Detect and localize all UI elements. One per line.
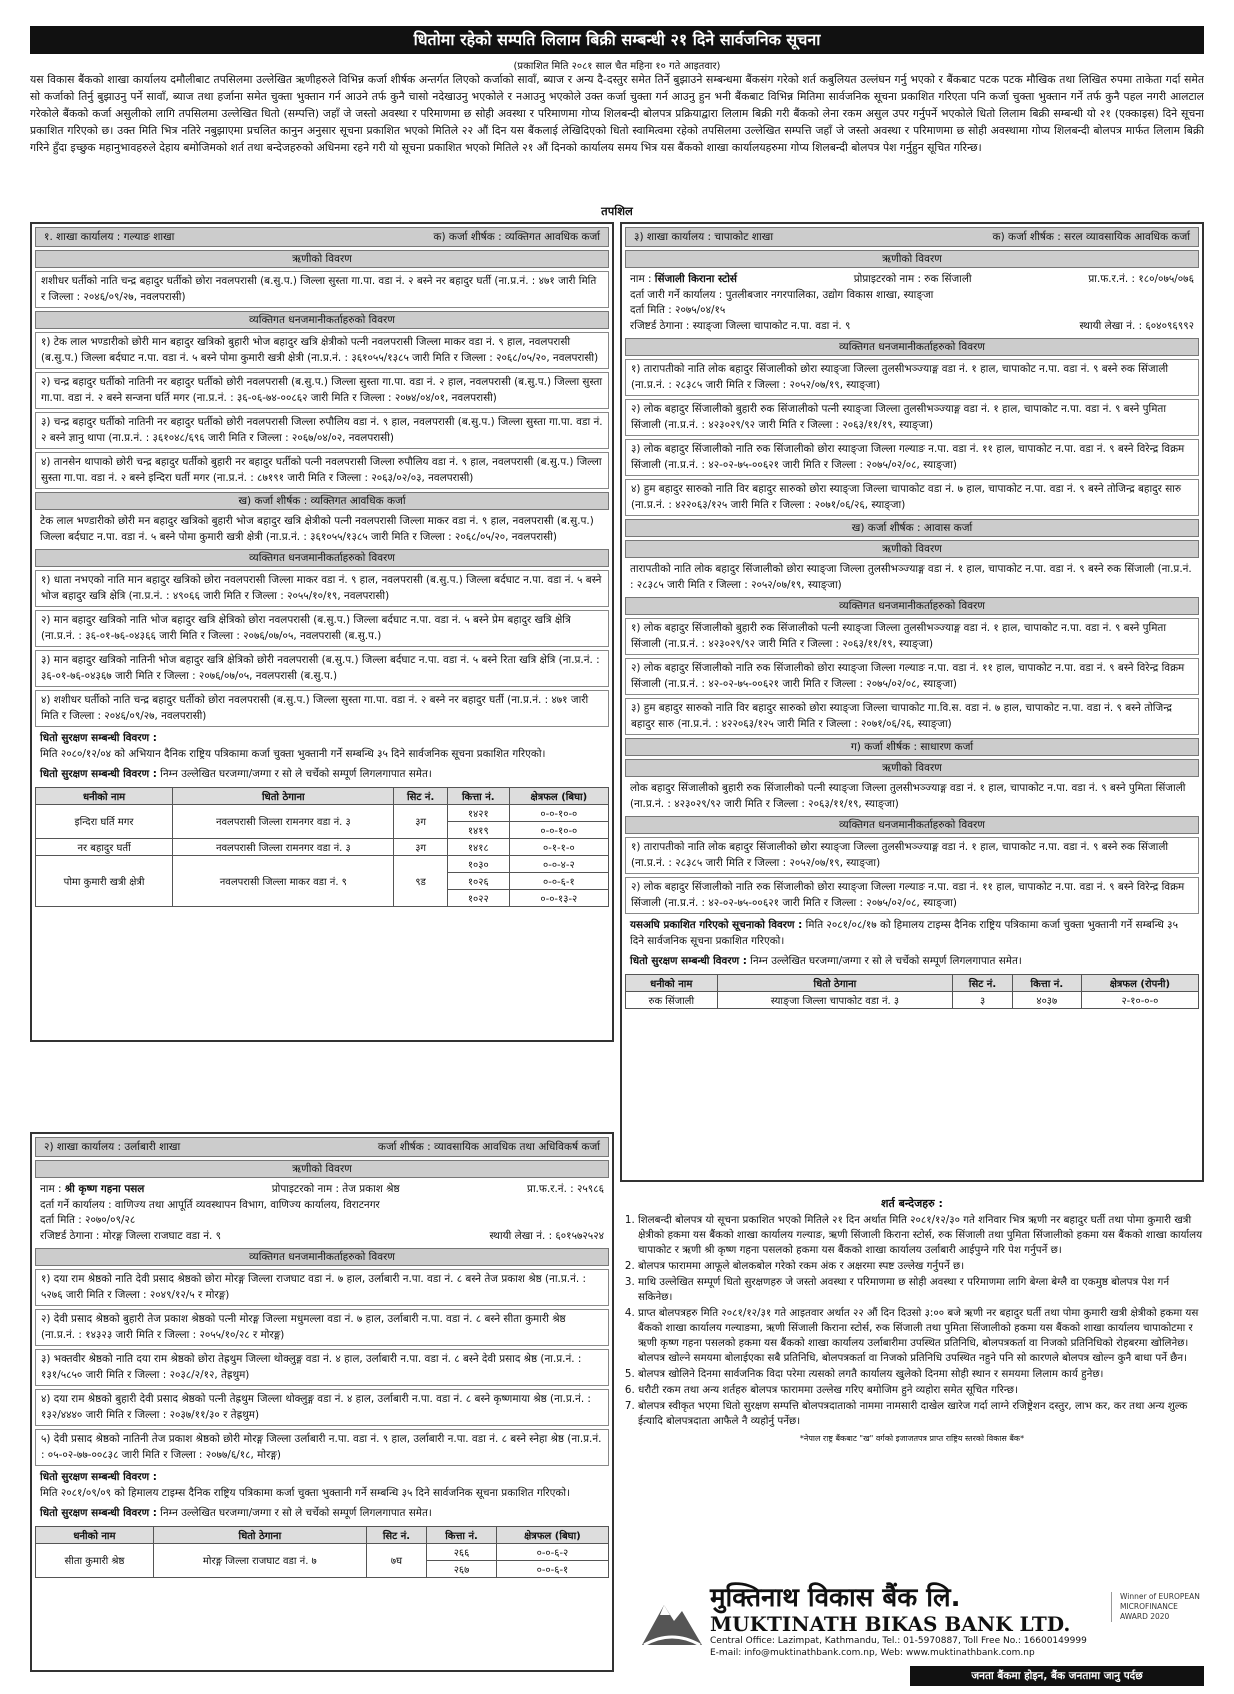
- bank-logo-block: [640, 1578, 1200, 1664]
- collateral-table-3: धनीको नाम धितो ठेगाना सिट नं. कित्ता नं. क्षेत्रफल (रोपनी) रुक सिंजाली स्याङ्जा जिल्ला चापाकोट वडा नं. ३ ३ ४०३७ २-१०-०-०: [625, 974, 1199, 1009]
- bank-name-english: MUKTINATH BIKAS BANK LTD.: [710, 1612, 1071, 1636]
- table-row: नर बहादुर घर्ती नवलपरासी जिल्ला रामनगर वडा नं. ३ ३ग १४१८ ०-१-१-०: [36, 838, 609, 855]
- security-note-2: धितो सुरक्षण सम्बन्धी विवरण : निम्न उल्लेखित घरजग्गा/जग्गा र सो ले चर्चेको सम्पूर्ण लिगलगापात समेत।: [40, 768, 432, 780]
- guarantor-item: १) तारापतीको नाति लोक बहादुर सिंजालीको छोरा स्याङ्जा जिल्ला तुलसीभञ्ज्याङ्ग वडा नं. १ हाल, चापाकोट न.पा. वडा नं. ९ बस्ने रुक सिंजाली (ना.प्र.नं. : २८३८५ जारी मिति र जिल्ला : २०५२/०७/१९, स्याङ्जा): [625, 359, 1199, 396]
- table-row: पोमा कुमारी खत्री क्षेत्री नवलपरासी जिल्ला माकर वडा नं. ९ ९ड १०३० ०-०-४-२: [36, 855, 609, 872]
- guarantor-item: ४) दया राम श्रेष्ठको बुहारी देवी प्रसाद श्रेष्ठको पत्नी तेह्रथुम जिल्ला थोक्लुङ्ग वडा नं. ४ हाल, उर्लाबारी न.पा. वडा नं. ८ बस्ने कृष्णमाया श्रेष्ठ (ना.प्र.नं. : १३२/४४४० जारी मिति र जिल्ला : २०३७/११/३० र तेह्रथुम): [35, 1389, 609, 1426]
- guarantor-item: २) मान बहादुर खत्रिको नाति भोज बहादुर खत्रि क्षेत्रिको छोरा नवलपरासी (ब.सु.प.) जिल्ला बर्दघाट न.पा. वडा नं. ५ बस्ने प्रेम बहादुर खत्रि क्षेत्रि (ना.प्र.नं. : ३६-०१-७६-०४३६६ जारी मिति र जिल्ला : २०७६/०७/०५, नवलपरासी (ब.सु.प.): [35, 610, 609, 647]
- table-row: १०२६ ०-०-६-१: [36, 872, 609, 889]
- branch-3-name: ३) शाखा कार्यालय : चापाकोट शाखा: [634, 231, 774, 243]
- award-badge: Winner of EUROPEAN MICROFINANCE AWARD 2020: [1111, 1592, 1200, 1622]
- table-row: २६७ ०-०-६-१: [36, 1560, 609, 1577]
- security-note-2: धितो सुरक्षण सम्बन्धी विवरण : निम्न उल्लेखित घरजग्गा/जग्गा र सो ले चर्चेको सम्पूर्ण लिगलगापात समेत।: [40, 1507, 432, 1519]
- guarantor-item: १) धाता नभएको नाति मान बहादुर खत्रिको छोरा नवलपरासी जिल्ला माकर वडा नं. ९ हाल, नवलपरासी (ब.सु.प.) जिल्ला बर्दघाट न.पा. वडा नं. ५ बस्ने भोज बहादुर खत्रि क्षेत्रि (ना.प्र.नं. : ४९०६६ जारी मिति र जिल्ला : २०५५/१०/१९, नवलपरासी): [35, 570, 609, 607]
- borrower-c: लोक बहादुर सिंजालीको बुहारी रुक सिंजालीको पत्नी स्याङ्जा जिल्ला तुलसीभञ्ज्याङ्ग वडा नं. १ हाल, चापाकोट न.पा. वडा नं. ९ बस्ने पुमिता सिंजाली (ना.प्र.नं. : ४२३०२९/९२ जारी मिति र जिल्ला : २०६३/११/१९, स्याङ्जा): [630, 782, 1186, 810]
- table-row: इन्दिरा घर्ति मगर नवलपरासी जिल्ला रामनगर वडा नं. ३ ३ग १४२१ ०-०-१०-०: [36, 804, 609, 821]
- guarantor-item: १) लोक बहादुर सिंजालीको बुहारी रुक सिंजालीको पत्नी स्याङ्जा जिल्ला तुलसीभञ्ज्याङ्ग वडा नं. १ हाल, चापाकोट न.पा. वडा नं. ९ बस्ने पुमिता सिंजाली (ना.प्र.नं. : ४२३०२९/९२ जारी मिति र जिल्ला : २०६३/११/१९, स्याङ्जा): [625, 618, 1199, 655]
- bank-office: Central Office: Lazimpat, Kathmandu, Tel.: 01-5970887, Toll Free No.: 16600149999: [710, 1636, 1087, 1646]
- terms-title: शर्त बन्देजहरु :: [881, 1197, 943, 1210]
- guarantor-item: ४) हुम बहादुर सारुको नाति विर बहादुर सारुको छोरा स्याङ्जा जिल्ला चापाकोट वडा नं. ७ हाल, चापाकोट न.पा. वडा नं. ९ बस्ने तोजिन्द्र बहादुर सारु (ना.प्र.नं. : ४२२०६३/१२५ जारी मिति र जिल्ला : २०७१/०६/२६, स्याङ्जा): [625, 479, 1199, 516]
- bank-category-note: *नेपाल राष्ट्र बैंकबाट "ख" वर्गको इजाजतपत्र प्राप्त राष्ट्रिय स्तरको विकास बैंक*: [799, 1434, 1025, 1443]
- col-sheet: सिट नं.: [394, 787, 447, 804]
- guarantor-item: ५) देवी प्रसाद श्रेष्ठको नातिनी तेज प्रकाश श्रेष्ठको छोरी मोरङ्ग जिल्ला उर्लाबारी न.पा. वडा नं. ९ हाल, उर्लाबारी न.पा. वडा नं. ८ बस्ने स्नेहा श्रेष्ठ (ना.प्र.नं. : ०५-०२-७७-००८३८ जारी मिति र जिल्ला : २०७७/६/१८, मोरङ्ग): [35, 1429, 609, 1466]
- branch-1-name: १. शाखा कार्यालय : गल्याङ शाखा: [44, 231, 175, 243]
- bank-name-nepali: मुक्तिनाथ विकास बैंक लि.: [710, 1583, 961, 1613]
- terms-item: 4. प्राप्त बोलपत्रहरु मिति २०८१/१२/३१ गते आइतवार अर्थात २२ औं दिन दिउसो ३:०० बजे ऋणी नर बहादुर घर्ती तथा पोमा कुमारी खत्री क्षेत्रीको हकमा यस बैंकको शाखा कार्यालय गल्याङमा, ऋणी सिंजाली किराना स्टोर्स, रुक सिंजाली तथा पुमिता सिंजालीको हकमा यस बैंकको शाखा कार्यालय चापाकोटमा र ऋणी कृष्ण गहना पसलको हकमा यस बैंकको शाखा कार्यालय उर्लाबारीमा उपस्थित प्रतिनिधि, बोलपत्रकर्ता वा निजको प्रतिनिधिको रोहबरमा खोलिनेछ। बोलपत्र खोल्ने समयमा बोलाईएका सबै प्रतिनिधि, बोलपत्रकर्ता वा निजको प्रतिनिधि उपस्थित नहुने पनि सो कारणले बोलपत्र खोल्न कुनै बाधा पर्ने छैन।: [638, 1306, 1204, 1366]
- branch-2-section: [30, 1132, 614, 1672]
- branch-3-header: [625, 227, 1199, 247]
- guarantor-item: १) टेक लाल भण्डारीको छोरी मान बहादुर खत्रिको बुहारी भोज बहादुर खत्रि क्षेत्रीको पत्नी नवलपरासी जिल्ला माकर वडा नं. ९ हाल, नवलपरासी (ब.सु.प.) जिल्ला बर्दघाट न.पा. वडा नं. ५ बस्ने पोमा कुमारी खत्री क्षेत्री (ना.प्र.नं. : ३६१०५५/१३८५ जारी मिति र जिल्ला : २०६८/०५/२०, नवलपरासी): [35, 332, 609, 369]
- mountain-logo-icon: [640, 1593, 704, 1649]
- terms-item: 6. धरौटी रकम तथा अन्य शर्तहरु बोलपत्र फाराममा उल्लेख गरिए बमोजिम हुने व्यहोरा समेत सूचित गरिन्छ।: [638, 1383, 1204, 1398]
- collateral-table-1: [35, 787, 609, 907]
- guarantor-item: ४) तानसेन थापाको छोरी चन्द्र बहादुर घर्तीको बुहारी नर बहादुर घर्तीको पत्नी नवलपरासी जिल्ला रुपौलिय वडा नं. ९ हाल, नवलपरासी (ब.सु.प.) जिल्ला सुस्ता गा.पा. वडा नं. २ बस्ने इन्दिरा घर्ती मगर (ना.प्र.नं. : ८७१९१ जारी मिति र जिल्ला : २०६३/०२/०३, नवलपरासी): [35, 452, 609, 489]
- col-address: धितो ठेगाना: [173, 787, 394, 804]
- intro-paragraph: यस विकास बैंकको शाखा कार्यालय दमौलीबाट तपसिलमा उल्लेखित ऋणीहरुले विभिन्न कर्जा शीर्षक अन्तर्गत लिएको कर्जाको सावाँ, ब्याज र अन्य दै-दस्तुर समेत तिर्ने बुझाउने सम्बन्धमा बैंकसंग गरेको शर्त कबुलियत उल्लंघन गर्नु भएको र बैंकबाट पटक पटक मौखिक तथा लिखित रुपमा ताकेता गर्दा समेत सो कर्जाको तिर्नु बुझाउनु पर्ने सावाँ, ब्याज तथा हर्जाना समेत चुक्ता भुक्तान गर्न आउने तर्फ कुनै चासो नदेखाउनु भएकोले र नआउनु भएकोले उक्त कर्जा चुक्ता गर्न आउनु हुन भनी बैंकबाट विभिन्न मितिमा सार्वजनिक सूचना प्रकाशित गरिएता पनि कर्जा चुक्ता भुक्तान गर्ने तर्फ कुनै पहल नगरी आलटाल गरेकोले बैंकको कर्जा असुलीको लागि तपसिलमा उल्लेखित धितो (सम्पत्ति) जहाँ जे जस्तो अवस्था र परिमाणमा छ सोही अवस्था र परिमाणमा गोप्य शिलबन्दी बोलपत्र प्रक्रियाद्वारा लिलाम बिक्री गरी बैंकको लेना रकम असुल उपर गर्नुपर्ने भएकोले धितो लिलाम बिक्री सम्बन्धी यो २१ (एक्काइस) दिने सूचना प्रकाशित गरिएको छ। उक्त मिति भित्र नतिरे नबुझाएमा प्रचलित कानुन अनुसार सूचना प्रकाशित भएको मितिले २२ औं दिन यस बैंकलाई लेखिदिएको धितो स्वामित्वमा रहेको तपसिलमा उल्लेखित सम्पत्ति जहाँ जे जस्तो अवस्था र परिमाणमा छ सोही अवस्थामा गोप्य शिलबन्दी बोलपत्र मार्फत लिलाम बिक्री गरिने हुँदा इच्छुक महानुभावहरुले देहाय बमोजिमको शर्त तथा बन्देजहरुको अधिनमा रहने गरी यो सूचना प्रकाशित भएको मितिले २१ औं दिनको कार्यालय समय भित्र यस बैंकको शाखा कार्यालयहरुमा गोप्य शिलबन्दी बोलपत्र पेश गर्नुहुन सूचित गरिन्छ।: [30, 73, 1204, 154]
- branch-3-section: [620, 222, 1204, 1182]
- guarantor-heading: व्यक्तिगत धनजमानीकर्ताहरुको विवरण: [625, 597, 1199, 615]
- guarantor-heading: व्यक्तिगत धनजमानीकर्ताहरुको विवरण: [35, 311, 609, 329]
- bank-slogan: जनता बैंकमा होइन, बैंक जनतामा जानु पर्दछ: [910, 1666, 1204, 1686]
- terms-list: [620, 1213, 1204, 1429]
- security-note: धितो सुरक्षण सम्बन्धी विवरण : मिति २०८१/०९/०९ को हिमालय टाइम्स दैनिक राष्ट्रिय पत्रिकामा कर्जा चुक्ता भुक्तानी गर्ने सम्बन्धि ३५ दिने सार्वजनिक सूचना प्रकाशित गरिएको।: [40, 1471, 570, 1499]
- guarantor-item: २) लोक बहादुर सिंजालीको नाति रुक सिंजालीको छोरा स्याङ्जा जिल्ला गल्याङ न.पा. वडा नं. ११ हाल, चापाकोट न.पा. वडा नं. ९ बस्ने विरेन्द्र विक्रम सिंजाली (ना.प्र.नं. : ४२-०२-७५-००६२१ जारी मिति र जिल्ला : २०७५/०२/०८, स्याङ्जा): [625, 658, 1199, 695]
- branch-1-header: [35, 227, 609, 247]
- borrower-firm: नाम : श्री कृष्ण गहना पसल प्रोपाइटरको नाम : तेज प्रकाश श्रेष्ठ प्रा.फ.र.नं. : २५९८६ दर्ता गर्ने कार्यालय : वाणिज्य तथा आपूर्ति व्यवस्थापन विभाग, वाणिज्य कार्यालय, विराटनगर दर्ता मिति : २०७०/०९/२८ रजिष्टर्ड ठेगाना : मोरङ्ग जिल्ला राजघाट वडा नं. ९ स्थायी लेखा नं. : ६०१५७२५२४: [40, 1183, 604, 1242]
- col-kitta: कित्ता नं.: [447, 787, 509, 804]
- branch-2-header: [35, 1137, 609, 1157]
- publication-date: (प्रकाशित मिति २०८१ साल चैत महिना १० गते आइतवार): [513, 61, 721, 72]
- guarantor-item: १) तारापतीको नाति लोक बहादुर सिंजालीको छोरा स्याङ्जा जिल्ला तुलसीभञ्ज्याङ्ग वडा नं. १ हाल, चापाकोट न.पा. वडा नं. ९ बस्ने रुक सिंजाली (ना.प्र.नं. : २८३८५ जारी मिति र जिल्ला : २०५२/०७/१९, स्याङ्जा): [625, 837, 1199, 874]
- terms-item: 7. बोलपत्र स्वीकृत भएमा धितो सुरक्षण सम्पत्ति बोलपत्रदाताको नाममा नामसारी दाखेल खारेज गर्दा लाग्ने रजिष्ट्रेशन दस्तुर, लाभ कर, कर तथा अन्य शुल्क ईत्यादि बोलपत्रदाता आफैले नै व्यहोर्नु पर्नेछ।: [638, 1399, 1204, 1429]
- table-row: १४१९ ०-०-१०-०: [36, 821, 609, 838]
- security-note: धितो सुरक्षण सम्बन्धी विवरण : निम्न उल्लेखित घरजग्गा/जग्गा र सो ले चर्चेको सम्पूर्ण लिगलगापात समेत।: [630, 955, 1022, 967]
- security-note: धितो सुरक्षण सम्बन्धी विवरण : मिति २०८०/१२/०४ को अभियान दैनिक राष्ट्रिय पत्रिकामा कर्जा चुक्ता भुक्तानी गर्ने सम्बन्धि ३५ दिने सार्वजनिक सूचना प्रकाशित गरिएको।: [40, 732, 546, 760]
- guarantor-item: २) लोक बहादुर सिंजालीको बुहारी रुक सिंजालीको पत्नी स्याङ्जा जिल्ला तुलसीभञ्ज्याङ्ग वडा नं. १ हाल, चापाकोट न.पा. वडा नं. ९ बस्ने पुमिता सिंजाली (ना.प्र.नं. : ४२३०२९/९२ जारी मिति र जिल्ला : २०६३/११/१९, स्याङ्जा): [625, 399, 1199, 436]
- guarantor-item: ३) हुम बहादुर सारुको नाति विर बहादुर सारुको छोरा स्याङ्जा जिल्ला चापाकोट गा.वि.स. वडा नं. ७ हाल, चापाकोट न.पा. वडा नं. ९ बस्ने तोजिन्द्र बहादुर सारु (ना.प्र.नं. : ४२२०६३/१२५ जारी मिति र जिल्ला : २०७१/०६/२६, स्याङ्जा): [625, 698, 1199, 735]
- collateral-table-2: धनीको नाम धितो ठेगाना सिट नं. कित्ता नं. क्षेत्रफल (बिघा) सीता कुमारी श्रेष्ठ मोरङ्ग जिल्ला राजघाट वडा नं. ७ ७घ २६६ ०-०-६-२ २६७ ०-०-६-१: [35, 1526, 609, 1578]
- borrower-b: तारापतीको नाति लोक बहादुर सिंजालीको छोरा स्याङ्जा जिल्ला तुलसीभञ्ज्याङ्ग वडा नं. १ हाल, चापाकोट न.पा. वडा नं. ९ बस्ने रुक सिंजाली (ना.प्र.नं. : २८३८५ जारी मिति र जिल्ला : २०५२/०७/१९, स्याङ्जा): [630, 563, 1192, 591]
- guarantor-item: २) चन्द्र बहादुर घर्तीको नातिनी नर बहादुर घर्तीको छोरी नवलपरासी (ब.सु.प.) जिल्ला सुस्ता गा.पा. वडा नं. २ हाल, नवलपरासी (ब.सु.प.) जिल्ला सुस्ता गा.पा. वडा नं. २ बस्ने सन्जना घर्ति मगर (ना.प्र.नं. : ३६-०६-७४-००८६२ जारी मिति र जिल्ला : २०७४/०४/०१, नवलपरासी): [35, 372, 609, 409]
- branch-1-loan-b: ख) कर्जा शीर्षक : व्यक्तिगत आवधिक कर्जा: [35, 492, 609, 510]
- branch-1-loan-a: क) कर्जा शीर्षक : व्यक्तिगत आवधिक कर्जा: [433, 231, 600, 243]
- borrower-a: शशीधर घर्तीको नाति चन्द्र बहादुर घर्तीको छोरा नवलपरासी (ब.सु.प.) जिल्ला सुस्ता गा.पा. वडा नं. २ बस्ने नर बहादुर घर्ती (ना.प्र.नं. : ४७१ जारी मिति र जिल्ला : २०४६/०९/२७, नवलपरासी): [35, 271, 609, 308]
- borrower-b: टेक लाल भण्डारीको छोरी मन बहादुर खत्रिको बुहारी भोज बहादुर खत्रि क्षेत्रीको पत्नी नवलपरासी जिल्ला माकर वडा नं. ९ हाल, नवलपरासी (ब.सु.प.) जिल्ला बर्दघाट न.पा. वडा नं. ५ बस्ने पोमा कुमारी खत्री क्षेत्री (ना.प्र.नं. : ३६१०५५/१३८५ जारी मिति र जिल्ला : २०६८/०५/२०, नवलपरासी): [40, 515, 594, 543]
- guarantor-item: २) देवी प्रसाद श्रेष्ठको बुहारी तेज प्रकाश श्रेष्ठको पत्नी मोरङ्ग जिल्ला मधुमल्ला वडा नं. ७ हाल, उर्लाबारी न.पा. वडा नं. ८ बस्ने सीता कुमारी श्रेष्ठ (ना.प्र.नं. : १४३२३ जारी मिति र जिल्ला : २०५५/१०/२८ र मोरङ्ग): [35, 1309, 609, 1346]
- branch-3-loan-b: ख) कर्जा शीर्षक : आवास कर्जा: [625, 519, 1199, 537]
- terms-item: 3. माथि उल्लेखित सम्पूर्ण धितो सुरक्षणहरु जे जस्तो अवस्था र परिमाणमा छ सोही अवस्था र परिमाणमा लागि बेग्ला बेग्लै वा एकमुष्ठ बोलपत्र पेश गर्न सकिनेछ।: [638, 1275, 1204, 1305]
- guarantor-item: ३) चन्द्र बहादुर घर्तीको नातिनी नर बहादुर घर्तीको छोरी नवलपरासी जिल्ला रुपौलिय वडा नं. ९ हाल, नवलपरासी (ब.सु.प.) जिल्ला सुस्ता गा.पा. वडा नं. २ बस्ने ज्ञानु थापा (ना.प्र.नं. : ३६१०४८/६९६ जारी मिति र जिल्ला : २०६७/०४/०२, नवलपरासी): [35, 412, 609, 449]
- terms-item: 5. बोलपत्र खोलिने दिनमा सार्वजनिक विदा परेमा त्यसको लगतै कार्यालय खुलेको दिनमा सोही स्थान र समयमा लिलाम कार्य हुनेछ।: [638, 1367, 1204, 1382]
- guarantor-heading: व्यक्तिगत धनजमानीकर्ताहरुको विवरण: [625, 816, 1199, 834]
- borrower-heading: ऋणीको विवरण: [625, 540, 1199, 558]
- branch-2-name: २) शाखा कार्यालय : उर्लाबारी शाखा: [44, 1141, 181, 1153]
- guarantor-item: ३) भक्तवीर श्रेष्ठको नाति दया राम श्रेष्ठको छोरा तेह्रथुम जिल्ला थोक्लुङ्ग वडा नं. ४ हाल, उर्लाबारी न.पा. वडा नं. ८ बस्ने देवी प्रसाद श्रेष्ठ (ना.प्र.नं. : १३१/५८५० जारी मिति र जिल्ला : २०३८/२/१२, तेह्रथुम): [35, 1349, 609, 1386]
- notice-title: धितोमा रहेको सम्पति लिलाम बिक्री सम्बन्धी २१ दिने सार्वजनिक सूचना: [30, 26, 1204, 54]
- guarantor-heading: व्यक्तिगत धनजमानीकर्ताहरुको विवरण: [35, 549, 609, 567]
- guarantor-item: ४) शशीधर घर्तीको नाति चन्द्र बहादुर घर्तीको छोरा नवलपरासी (ब.सु.प.) जिल्ला सुस्ता गा.पा. वडा नं. २ बस्ने नर बहादुर घर्ती (ना.प्र.नं. : ४७१ जारी मिति र जिल्ला : २०४६/०९/२७, नवलपरासी): [35, 690, 609, 727]
- borrower-heading: ऋणीको विवरण: [625, 250, 1199, 268]
- guarantor-item: १) दया राम श्रेष्ठको नाति देवी प्रसाद श्रेष्ठको छोरा मोरङ्ग जिल्ला राजघाट वडा नं. ७ हाल, उर्लाबारी न.पा. वडा नं. ८ बस्ने तेज प्रकाश श्रेष्ठ (ना.प्र.नं. : ५२७६ जारी मिति र जिल्ला : २०४९/१२/५ र मोरङ्ग): [35, 1269, 609, 1306]
- table-row: १०२२ ०-०-१३-२: [36, 889, 609, 906]
- terms-item: 2. बोलपत्र फाराममा आफूले बोलकबोल गरेको रकम अंक र अक्षरमा स्पष्ट उल्लेख गर्नुपर्ने छ।: [638, 1259, 1204, 1274]
- table-row: सीता कुमारी श्रेष्ठ मोरङ्ग जिल्ला राजघाट वडा नं. ७ ७घ २६६ ०-०-६-२: [36, 1543, 609, 1560]
- col-area: क्षेत्रफल (बिघा): [509, 787, 608, 804]
- guarantor-heading: व्यक्तिगत धनजमानीकर्ताहरुको विवरण: [625, 338, 1199, 356]
- guarantor-item: ३) मान बहादुर खत्रिको नातिनी भोज बहादुर खत्रि क्षेत्रिको छोरी नवलपरासी (ब.सु.प.) जिल्ला बर्दघाट न.पा. वडा नं. ५ बस्ने रिता खत्रि क्षेत्रि (ना.प्र.नं. : ३६-०१-७६-०४३६७ जारी मिति र जिल्ला : २०७६/०७/०५, नवलपरासी (ब.सु.प.): [35, 650, 609, 687]
- guarantor-item: २) लोक बहादुर सिंजालीको नाति रुक सिंजालीको छोरा स्याङ्जा जिल्ला गल्याङ न.पा. वडा नं. ११ हाल, चापाकोट न.पा. वडा नं. ९ बस्ने विरेन्द्र विक्रम सिंजाली (ना.प्र.नं. : ४२-०२-७५-००६२१ जारी मिति र जिल्ला : २०७५/०२/०८, स्याङ्जा): [625, 877, 1199, 914]
- borrower-firm: नाम : सिंजाली किराना स्टोर्स प्रोप्राइटरको नाम : रुक सिंजाली प्रा.फ.र.नं. : १८०/०७५/०७६ दर्ता जारी गर्ने कार्यालय : पुतलीबजार नगरपालिका, उद्योग विकास शाखा, स्याङ्जा दर्ता मिति : २०७५/०४/१५ रजिष्टर्ड ठेगाना : स्याङ्जा जिल्ला चापाकोट न.पा. वडा नं. ९ स्थायी लेखा नं. : ६०४०९६९९२: [630, 273, 1194, 332]
- borrower-heading: ऋणीको विवरण: [35, 250, 609, 268]
- terms-item: 1. शिलबन्दी बोलपत्र यो सूचना प्रकाशित भएको मितिले २१ दिन अर्थात मिति २०८१/१२/३० गते शनिवार भित्र ऋणी नर बहादुर घर्ती तथा पोमा कुमारी खत्री क्षेत्रीको हकमा यस बैंकको शाखा कार्यालय गल्याङ, ऋणी सिंजाली किराना स्टोर्स, रुक सिंजाली तथा पुमिता सिंजालीको हकमा यस बैंकको शाखा कार्यालय चापाकोट र ऋणी श्री कृष्ण गहना पसलको हकमा यस बैंकको शाखा कार्यालय उर्लाबारी आईपुग्ने गरि पेश गर्नुपर्ने छ।: [638, 1213, 1204, 1258]
- branch-2-loan: कर्जा शीर्षक : व्यावसायिक आवधिक तथा अधिविकर्ष कर्जा: [377, 1141, 600, 1153]
- tapsil-heading: तपशिल: [601, 204, 633, 218]
- terms-section: [620, 1196, 1204, 1576]
- branch-3-loan-a: क) कर्जा शीर्षक : सरल व्यावसायिक आवधिक कर्जा: [992, 231, 1190, 243]
- borrower-heading: ऋणीको विवरण: [625, 759, 1199, 777]
- table-row: रुक सिंजाली स्याङ्जा जिल्ला चापाकोट वडा नं. ३ ३ ४०३७ २-१०-०-०: [626, 991, 1199, 1008]
- bank-contact: E-mail: info@muktinathbank.com.np, Web: www.muktinathbank.com.np: [710, 1648, 1035, 1658]
- guarantor-heading: व्यक्तिगत धनजमानीकर्ताहरुको विवरण: [35, 1248, 609, 1266]
- borrower-heading: ऋणीको विवरण: [35, 1160, 609, 1178]
- col-owner: धनीको नाम: [36, 787, 173, 804]
- previous-notice: यसअघि प्रकाशित गरिएको सूचनाको विवरण : मिति २०८१/०८/१७ को हिमालय टाइम्स दैनिक राष्ट्रिय पत्रिकामा कर्जा चुक्ता भुक्तानी गर्ने सम्बन्धि ३५ दिने सार्वजनिक सूचना प्रकाशित गरिएको।: [630, 919, 1178, 947]
- branch-1-section: [30, 222, 614, 1042]
- branch-3-loan-c: ग) कर्जा शीर्षक : साधारण कर्जा: [625, 738, 1199, 756]
- guarantor-item: ३) लोक बहादुर सिंजालीको नाति रुक सिंजालीको छोरा स्याङ्जा जिल्ला गल्याङ न.पा. वडा नं. ११ हाल, चापाकोट न.पा. वडा नं. ९ बस्ने विरेन्द्र विक्रम सिंजाली (ना.प्र.नं. : ४२-०२-७५-००६२१ जारी मिति र जिल्ला : २०७५/०२/०८, स्याङ्जा): [625, 439, 1199, 476]
